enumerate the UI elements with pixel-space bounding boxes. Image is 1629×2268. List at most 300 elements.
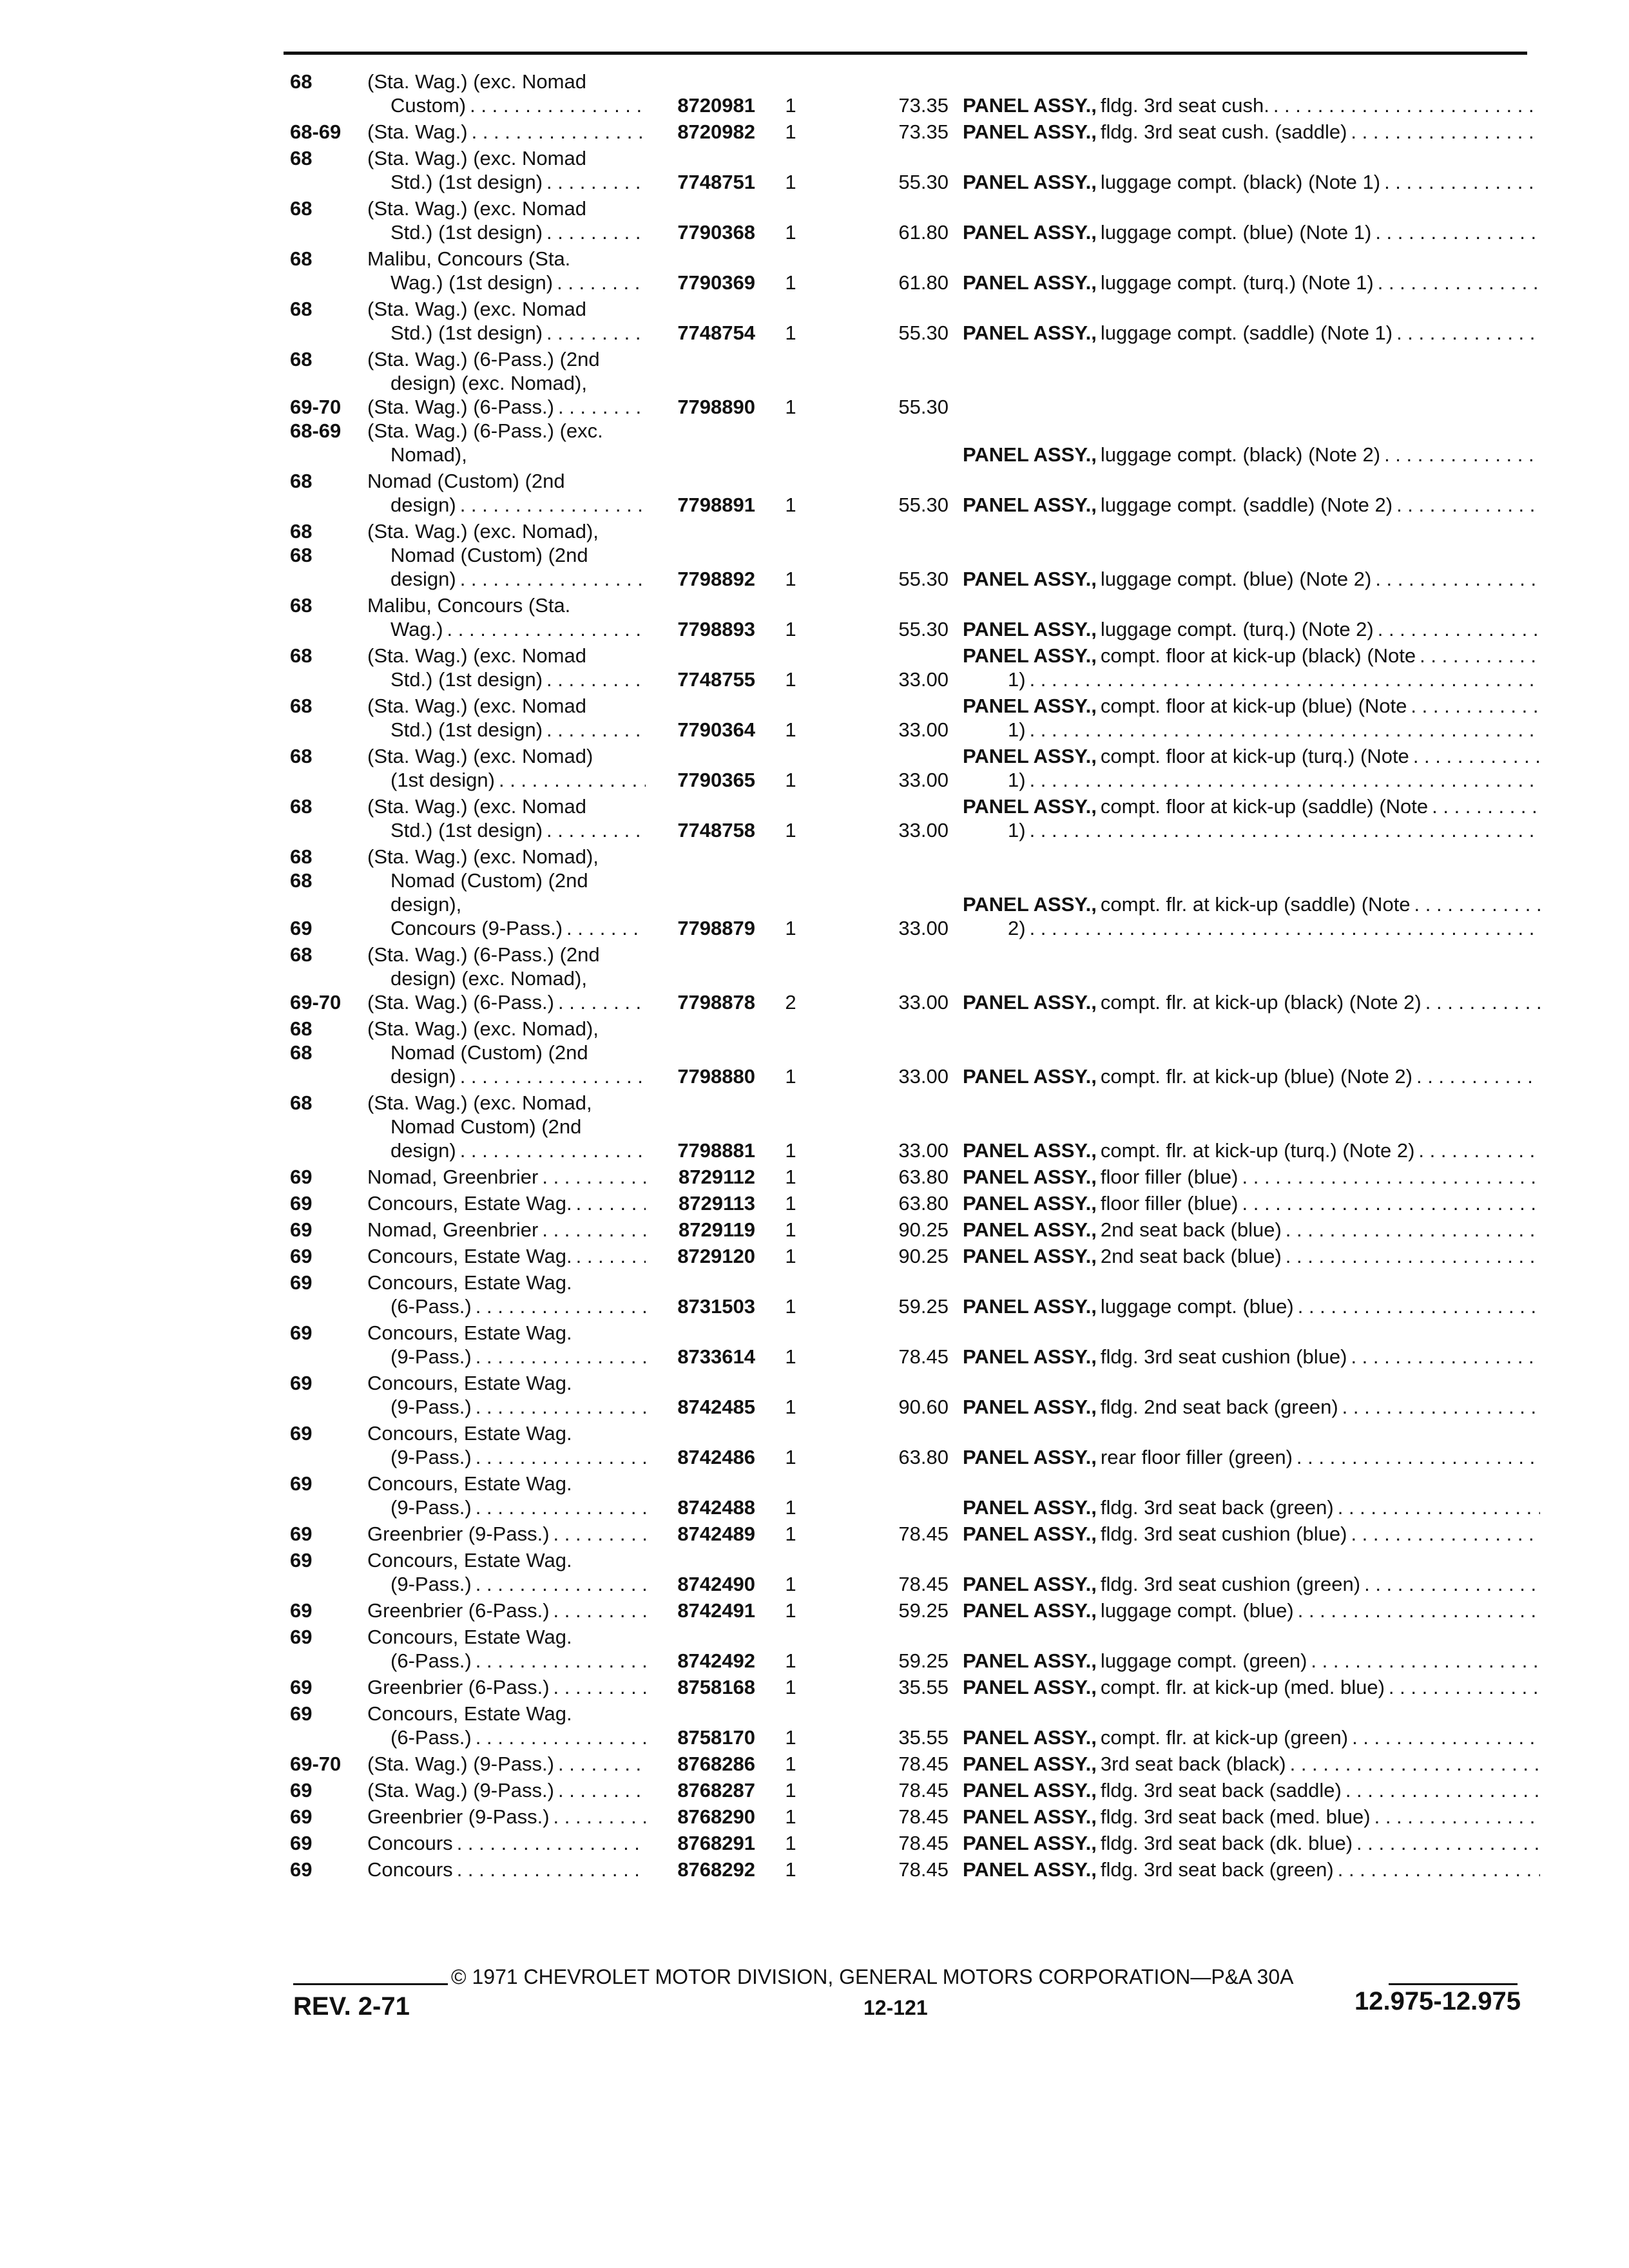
description-text: fldg. 3rd seat cushion (blue) (1100, 1523, 1347, 1545)
application-text: Concours (367, 1832, 453, 1854)
model-year: 68 (290, 795, 313, 818)
entry-description (963, 617, 1540, 641)
quantity: 1 (785, 1779, 796, 1802)
description-text: compt. floor at kick-up (black) (Note (1100, 644, 1416, 667)
part-entry (290, 1244, 1521, 1268)
description-line (963, 694, 1540, 718)
part-number: 7748751 (677, 171, 755, 193)
application-line (290, 197, 963, 220)
description-line (963, 567, 1540, 591)
model-year: 68 (290, 1041, 313, 1064)
part-title: PANEL ASSY., (963, 171, 1097, 193)
application-line (290, 1625, 963, 1649)
application-cell (367, 1139, 646, 1162)
application-text: (Sta. Wag.) (exc. Nomad), (367, 1017, 599, 1040)
application-cell (367, 395, 646, 419)
entry-description (963, 892, 1540, 940)
model-year: 69 (290, 1422, 313, 1445)
dot-leader (495, 768, 646, 792)
entry-description (963, 321, 1540, 345)
description-text: compt. floor at kick-up (saddle) (Note (1100, 795, 1429, 818)
part-entry (290, 519, 1521, 591)
model-year: 68-69 (290, 419, 342, 442)
application-cell (367, 617, 646, 641)
application-cell (367, 1445, 646, 1469)
part-title: PANEL ASSY., (963, 618, 1097, 640)
quantity: 1 (785, 120, 796, 143)
part-title: PANEL ASSY., (963, 1496, 1097, 1519)
application-cell (367, 371, 646, 395)
application-text: design) (390, 1065, 456, 1088)
model-year: 68-69 (290, 120, 342, 143)
description-line (963, 1244, 1540, 1268)
application-cell (367, 519, 646, 543)
entry-description (963, 1064, 1540, 1088)
dot-leader (1026, 718, 1540, 742)
application-text: (Sta. Wag.) (9-Pass.) (367, 1779, 554, 1802)
part-number: 8758170 (677, 1726, 755, 1749)
application-line (290, 93, 963, 117)
entry-application (290, 1472, 963, 1519)
entry-description (963, 1522, 1540, 1546)
application-line (290, 1472, 963, 1495)
part-number: 8720981 (677, 94, 755, 117)
dot-leader (1380, 443, 1540, 466)
price: 78.45 (898, 1345, 949, 1368)
quantity: 1 (785, 1496, 796, 1519)
application-cell (367, 694, 646, 718)
price: 33.00 (898, 668, 949, 691)
quantity: 1 (785, 668, 796, 691)
part-title: PANEL ASSY., (963, 1065, 1097, 1088)
description-text: 3rd seat back (black) (1100, 1753, 1286, 1775)
application-cell (367, 1244, 646, 1268)
part-number: 8742485 (677, 1396, 755, 1418)
quantity: 1 (785, 1573, 796, 1595)
application-text: (Sta. Wag.) (exc. Nomad (367, 298, 586, 320)
application-text: design) (exc. Nomad), (390, 372, 587, 394)
application-cell (367, 443, 646, 466)
description-text: luggage compt. (blue) (1100, 1295, 1294, 1318)
description-text: luggage compt. (blue) (1100, 1599, 1294, 1622)
dot-leader (543, 668, 646, 691)
model-year: 68 (290, 520, 313, 543)
application-line (290, 469, 963, 493)
entry-application (290, 197, 963, 244)
quantity: 1 (785, 396, 796, 418)
part-entry (290, 744, 1521, 792)
application-cell (367, 1345, 646, 1369)
entry-application (290, 943, 963, 1014)
part-entry (290, 1522, 1521, 1546)
part-title: PANEL ASSY., (963, 695, 1097, 717)
part-entry (290, 297, 1521, 345)
price: 33.00 (898, 819, 949, 841)
part-entry (290, 593, 1521, 641)
application-cell (367, 1572, 646, 1596)
price: 73.35 (898, 94, 949, 117)
application-line (290, 718, 963, 742)
part-number: 8729112 (679, 1166, 755, 1188)
application-cell (367, 1805, 646, 1829)
application-line (290, 519, 963, 543)
application-line (290, 321, 963, 345)
application-cell (367, 1218, 646, 1242)
description-text: fldg. 3rd seat cush. (1100, 94, 1269, 117)
quantity: 1 (785, 171, 796, 193)
application-text: (Sta. Wag.) (367, 120, 468, 143)
part-title: PANEL ASSY., (963, 1245, 1097, 1267)
price: 78.45 (898, 1805, 949, 1828)
dot-leader (1414, 1139, 1540, 1162)
entry-application (290, 694, 963, 742)
description-text: fldg. 3rd seat cush. (saddle) (1100, 120, 1347, 143)
entry-application (290, 1522, 963, 1546)
dot-leader (1360, 1572, 1540, 1596)
part-number: 8742488 (677, 1496, 755, 1519)
application-line (290, 395, 963, 419)
model-year: 69 (290, 1549, 313, 1571)
application-line (290, 768, 963, 792)
description-line (963, 1495, 1540, 1519)
description-text: luggage compt. (blue) (Note 1) (1100, 221, 1372, 244)
application-line (290, 371, 963, 395)
description-text: 2nd seat back (blue) (1100, 1245, 1282, 1267)
description-line (963, 1165, 1540, 1189)
description-line (963, 1858, 1540, 1881)
part-entry (290, 943, 1521, 1014)
quantity: 1 (785, 1753, 796, 1775)
application-text: design), (390, 893, 462, 916)
part-number: 8742486 (677, 1446, 755, 1468)
dot-leader (1282, 1218, 1540, 1242)
application-cell (367, 990, 646, 1014)
description-text: compt. flr. at kick-up (blue) (Note 2) (1100, 1065, 1412, 1088)
part-entry (290, 1831, 1521, 1855)
entry-application (290, 1858, 963, 1881)
entry-description (963, 1778, 1540, 1802)
description-line (963, 1805, 1540, 1829)
part-number: 8742492 (677, 1649, 755, 1672)
application-cell (367, 1191, 646, 1215)
dot-leader (1409, 744, 1540, 768)
description-text: compt. flr. at kick-up (saddle) (Note (1100, 893, 1411, 916)
entry-description (963, 170, 1540, 194)
application-line (290, 1831, 963, 1855)
part-title: PANEL ASSY., (963, 1295, 1097, 1318)
description-line (963, 1345, 1540, 1369)
application-text: (Sta. Wag.) (exc. Nomad (367, 147, 586, 169)
model-year: 69 (290, 1832, 313, 1854)
part-title: PANEL ASSY., (963, 1139, 1097, 1162)
part-entry (290, 247, 1521, 294)
application-line (290, 1675, 963, 1699)
application-line (290, 818, 963, 842)
application-text: (6-Pass.) (390, 1649, 472, 1672)
application-cell (367, 1778, 646, 1802)
part-title: PANEL ASSY., (963, 1726, 1097, 1749)
quantity: 1 (785, 1446, 796, 1468)
model-year: 68 (290, 544, 313, 566)
model-year: 69-70 (290, 991, 342, 1014)
part-title: PANEL ASSY., (963, 1396, 1097, 1418)
application-line (290, 1858, 963, 1881)
application-line (290, 1165, 963, 1189)
quantity: 1 (785, 494, 796, 516)
model-year: 69 (290, 917, 313, 939)
part-entry (290, 1702, 1521, 1749)
part-title: PANEL ASSY., (963, 443, 1097, 466)
description-line (963, 1572, 1540, 1596)
description-text: luggage compt. (turq.) (Note 2) (1100, 618, 1374, 640)
application-text: (9-Pass.) (390, 1396, 472, 1418)
description-line (963, 1599, 1540, 1622)
entry-description (963, 794, 1540, 842)
dot-leader (453, 1858, 646, 1881)
top-rule (284, 52, 1527, 55)
description-text: compt. flr. at kick-up (black) (Note 2) (1100, 991, 1422, 1014)
description-text: 1) (1008, 769, 1026, 791)
part-number: 8720982 (677, 120, 755, 143)
application-line (290, 1548, 963, 1572)
description-text: 2nd seat back (blue) (1100, 1218, 1282, 1241)
entry-description (963, 644, 1540, 691)
application-cell (367, 493, 646, 517)
description-line (963, 1139, 1540, 1162)
entry-description (963, 1831, 1540, 1855)
application-cell (367, 1041, 646, 1064)
description-line (963, 1064, 1540, 1088)
entry-application (290, 1548, 963, 1596)
application-text: Custom) (390, 94, 467, 117)
application-line (290, 1218, 963, 1242)
price: 90.25 (898, 1245, 949, 1267)
description-text: fldg. 3rd seat cushion (green) (1100, 1573, 1361, 1595)
model-year: 69 (290, 1599, 313, 1622)
dot-leader (472, 1649, 646, 1673)
description-text: 2) (1008, 917, 1026, 939)
quantity: 1 (785, 1218, 796, 1241)
application-text: Nomad (Custom) (2nd (390, 544, 588, 566)
entry-application (290, 1831, 963, 1855)
application-cell (367, 1321, 646, 1345)
entry-application (290, 744, 963, 792)
description-text: luggage compt. (black) (Note 1) (1100, 171, 1381, 193)
price: 90.25 (898, 1218, 949, 1241)
group-number: 12.975-12.975 (1354, 1987, 1521, 2015)
description-text: luggage compt. (turq.) (Note 1) (1100, 271, 1374, 294)
part-entry (290, 1548, 1521, 1596)
price: 55.30 (898, 322, 949, 344)
part-title: PANEL ASSY., (963, 1832, 1097, 1854)
price: 63.80 (898, 1446, 949, 1468)
description-line (963, 271, 1540, 294)
entry-description (963, 1218, 1540, 1242)
entry-application (290, 1244, 963, 1268)
application-line (290, 943, 963, 966)
part-title: PANEL ASSY., (963, 1345, 1097, 1368)
part-title: PANEL ASSY., (963, 745, 1097, 767)
description-line (963, 1725, 1540, 1749)
part-title: PANEL ASSY., (963, 322, 1097, 344)
footer-rule-right (1389, 1983, 1518, 1985)
part-number: 8731503 (677, 1295, 755, 1318)
part-entry (290, 1858, 1521, 1881)
quantity: 1 (785, 917, 796, 939)
application-cell (367, 593, 646, 617)
model-year: 69-70 (290, 1753, 342, 1775)
application-cell (367, 1548, 646, 1572)
part-title: PANEL ASSY., (963, 1446, 1097, 1468)
description-text: floor filler (blue) (1100, 1192, 1239, 1215)
dot-leader (1026, 818, 1540, 842)
application-text: Concours, Estate Wag. (367, 1472, 572, 1495)
entry-description (963, 120, 1540, 144)
application-text: Std.) (1st design) (390, 221, 543, 244)
price: 63.80 (898, 1192, 949, 1215)
price: 59.25 (898, 1295, 949, 1318)
price: 73.35 (898, 120, 949, 143)
part-entry (290, 1472, 1521, 1519)
application-line (290, 668, 963, 691)
model-year: 69 (290, 1626, 313, 1648)
application-text: Wag.) (1st design) (390, 271, 554, 294)
application-cell (367, 120, 646, 144)
dot-leader (466, 93, 646, 117)
application-line (290, 1649, 963, 1673)
description-line (963, 493, 1540, 517)
part-number: 7790368 (677, 221, 755, 244)
application-cell (367, 1752, 646, 1776)
part-title: PANEL ASSY., (963, 1599, 1097, 1622)
description-text: compt. flr. at kick-up (med. blue) (1100, 1676, 1385, 1698)
description-text: compt. floor at kick-up (blue) (Note (1100, 695, 1407, 717)
price: 55.30 (898, 618, 949, 640)
part-number: 7798893 (677, 618, 755, 640)
application-text: Concours, Estate Wag. (367, 1372, 572, 1394)
dot-leader (472, 1495, 646, 1519)
price: 78.45 (898, 1573, 949, 1595)
application-text: Concours, Estate Wag. (367, 1271, 572, 1294)
price: 59.25 (898, 1599, 949, 1622)
application-cell (367, 966, 646, 990)
dot-leader (1347, 1522, 1540, 1546)
application-cell (367, 1294, 646, 1318)
part-title: PANEL ASSY., (963, 1676, 1097, 1698)
part-title: PANEL ASSY., (963, 120, 1097, 143)
quantity: 1 (785, 94, 796, 117)
entry-description (963, 1294, 1540, 1318)
application-text: Concours (367, 1858, 453, 1881)
application-text: Std.) (1st design) (390, 718, 543, 741)
dot-leader (472, 1725, 646, 1749)
part-entry (290, 1675, 1521, 1699)
entry-application (290, 1218, 963, 1242)
description-text: compt. flr. at kick-up (green) (1100, 1726, 1349, 1749)
model-year: 69 (290, 1192, 313, 1215)
entry-application (290, 297, 963, 345)
price: 61.80 (898, 271, 949, 294)
part-number: 8742490 (677, 1573, 755, 1595)
application-cell (367, 818, 646, 842)
application-text: Concours, Estate Wag. (367, 1422, 572, 1445)
price: 33.00 (898, 1139, 949, 1162)
application-cell (367, 644, 646, 668)
model-year: 69 (290, 1271, 313, 1294)
application-line (290, 1522, 963, 1546)
entry-description (963, 1191, 1540, 1215)
entry-application (290, 469, 963, 517)
model-year: 68 (290, 1017, 313, 1040)
part-title: PANEL ASSY., (963, 795, 1097, 818)
part-entry (290, 1165, 1521, 1189)
application-cell (367, 1064, 646, 1088)
price: 33.00 (898, 1065, 949, 1088)
application-cell (367, 1625, 646, 1649)
application-text: design) (390, 494, 456, 516)
description-text: fldg. 3rd seat back (green) (1100, 1858, 1334, 1881)
quantity: 2 (785, 991, 796, 1014)
entry-description (963, 493, 1540, 517)
entry-application (290, 1675, 963, 1699)
application-text: design) (390, 1139, 456, 1162)
application-line (290, 1345, 963, 1369)
application-text: (Sta. Wag.) (exc. Nomad (367, 197, 586, 220)
part-number: 8768287 (677, 1779, 755, 1802)
description-line (963, 93, 1540, 117)
application-cell (367, 1831, 646, 1855)
dot-leader (1293, 1445, 1540, 1469)
part-title: PANEL ASSY., (963, 1779, 1097, 1802)
application-line (290, 1191, 963, 1215)
dot-leader (550, 1805, 646, 1829)
model-year: 69 (290, 1321, 313, 1344)
entry-description (963, 1649, 1540, 1673)
price: 90.60 (898, 1396, 949, 1418)
part-title: PANEL ASSY., (963, 1166, 1097, 1188)
application-line (290, 644, 963, 668)
application-cell (367, 321, 646, 345)
part-entry (290, 146, 1521, 194)
dot-leader (1353, 1831, 1540, 1855)
part-number: 8729113 (679, 1192, 755, 1215)
dot-leader (1411, 892, 1540, 916)
dot-leader (1407, 694, 1540, 718)
model-year: 68 (290, 594, 313, 617)
entry-application (290, 1165, 963, 1189)
application-line (290, 1115, 963, 1139)
application-cell (367, 845, 646, 869)
application-text: (Sta. Wag.) (6-Pass.) (2nd (367, 943, 600, 966)
price: 35.55 (898, 1676, 949, 1698)
application-text: (6-Pass.) (390, 1726, 472, 1749)
part-number: 8729120 (677, 1245, 755, 1267)
application-cell (367, 1115, 646, 1139)
application-text: (Sta. Wag.) (6-Pass.) (367, 991, 554, 1014)
application-text: Nomad (Custom) (2nd (390, 1041, 588, 1064)
part-title: PANEL ASSY., (963, 1218, 1097, 1241)
application-text: Wag.) (390, 618, 443, 640)
application-line (290, 617, 963, 641)
application-cell (367, 869, 646, 892)
model-year: 69 (290, 1218, 313, 1241)
application-line (290, 1805, 963, 1829)
quantity: 1 (785, 1523, 796, 1545)
application-text: Concours, Estate Wag. (367, 1245, 572, 1267)
application-line (290, 845, 963, 869)
quantity: 1 (785, 1599, 796, 1622)
dot-leader (572, 1244, 646, 1268)
